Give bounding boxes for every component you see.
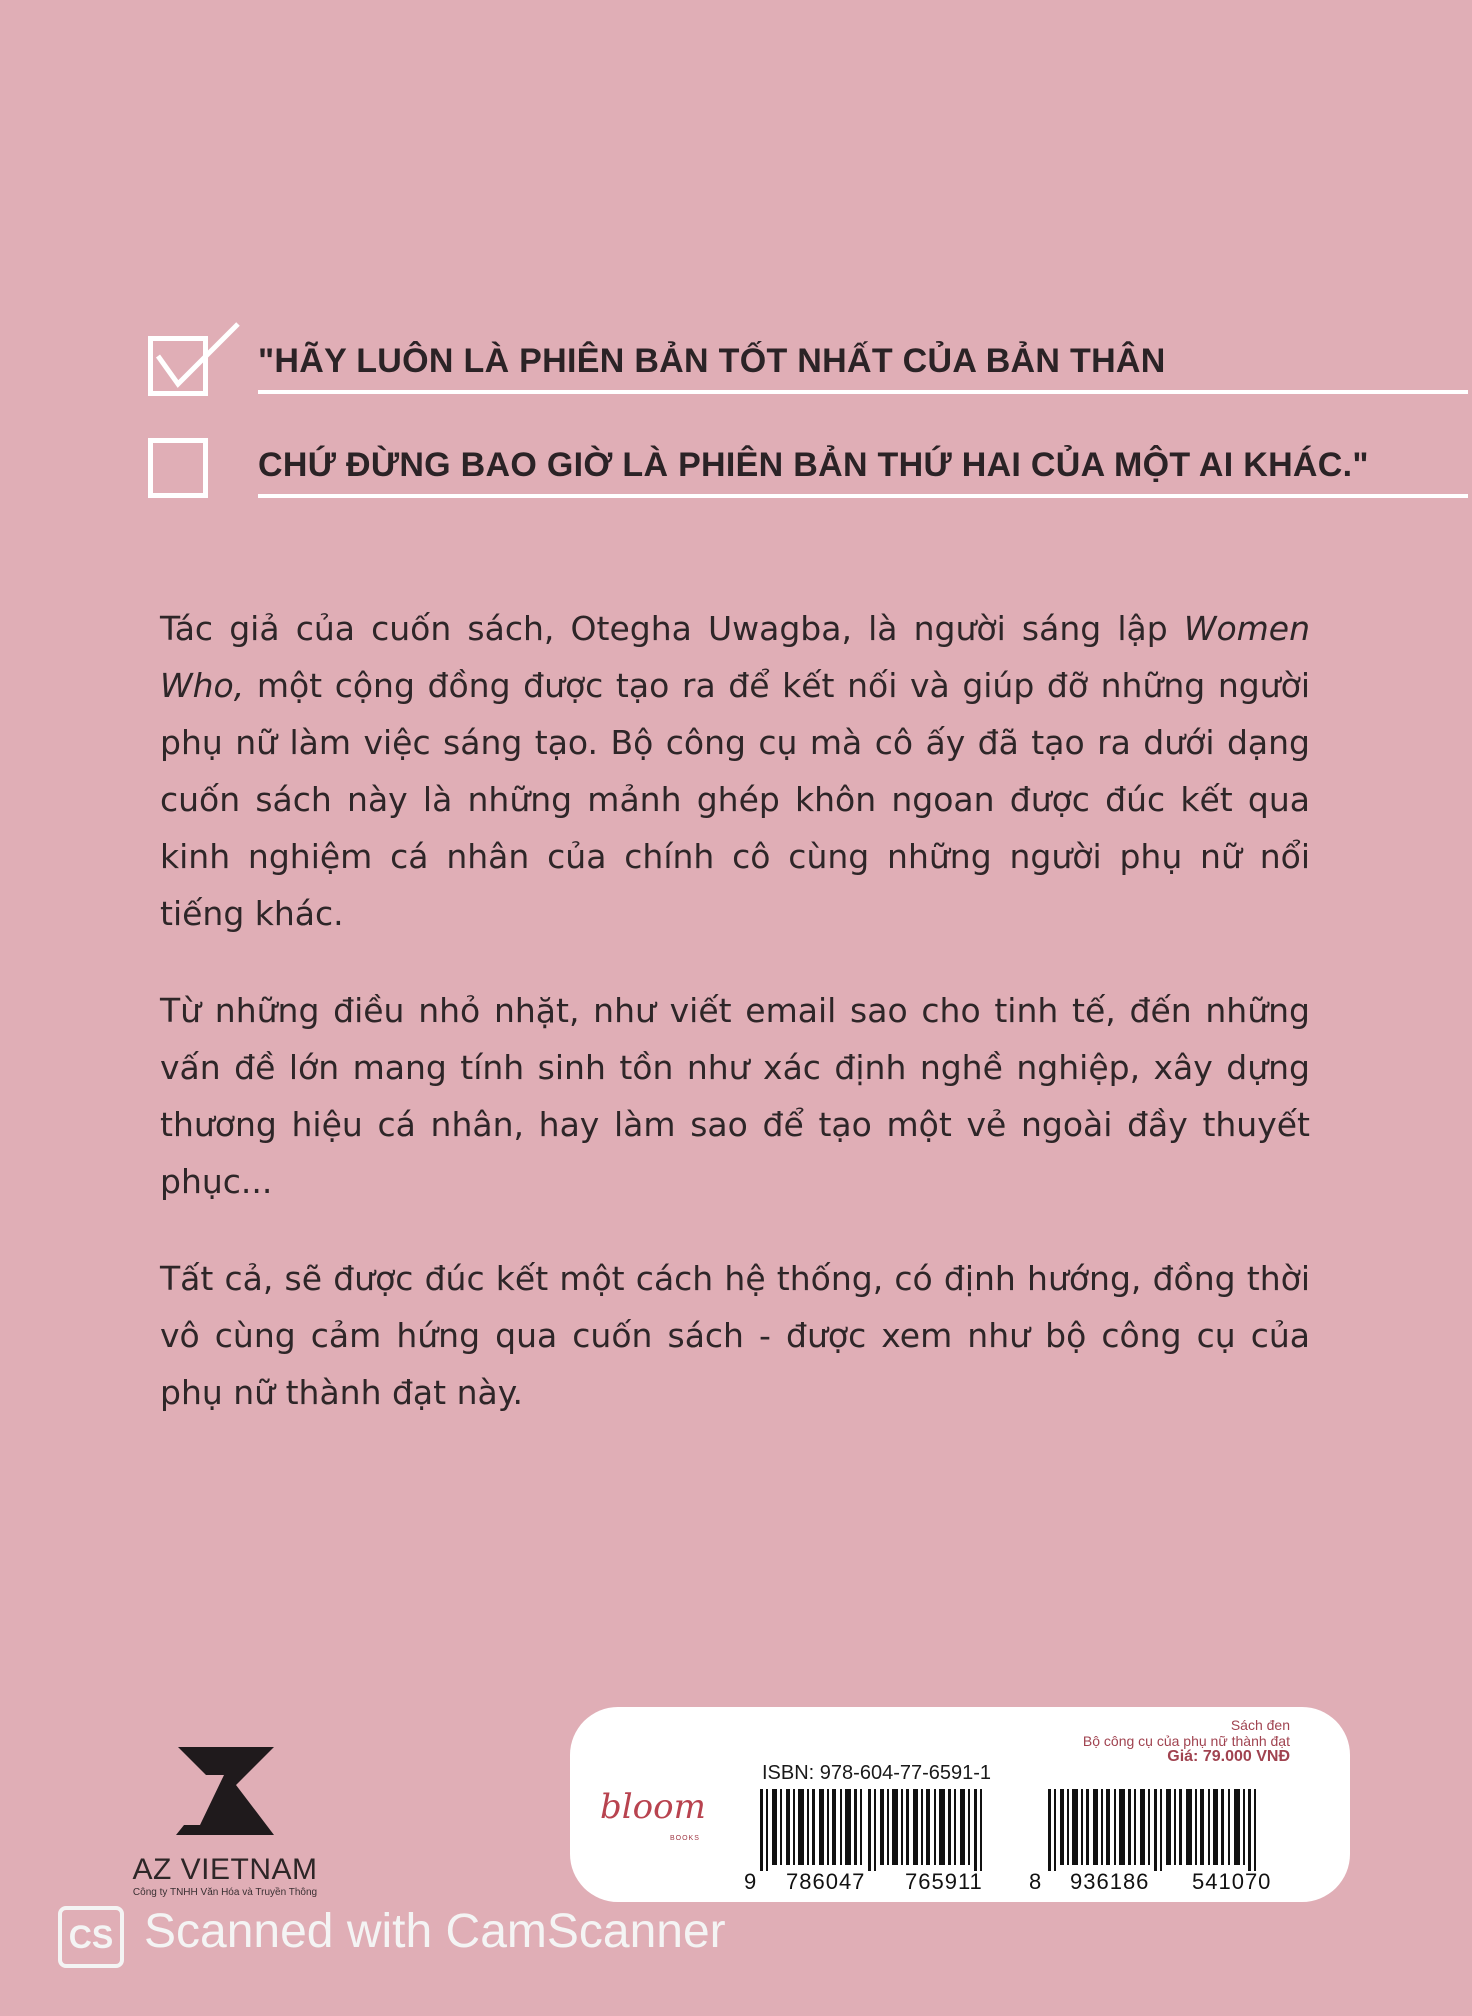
barcode2-prefix: 8 <box>1029 1869 1042 1894</box>
publisher-subtitle: Công ty TNHH Văn Hóa và Truyền Thông <box>132 1887 318 1898</box>
women-who-title: Women Who, <box>160 609 1310 705</box>
barcode1-group2: 765911 <box>905 1869 983 1894</box>
book-title-text: Bộ công cụ của phụ nữ thành đạt <box>1082 1733 1290 1749</box>
price-meta <box>1083 1717 1290 1765</box>
barcode1-group1: 786047 <box>786 1869 866 1894</box>
paragraph-1 <box>160 600 1310 942</box>
barcode2-group2: 541070 <box>1192 1869 1272 1894</box>
barcode1-prefix: 9 <box>744 1869 757 1894</box>
quote-line-2 <box>148 428 1369 508</box>
bloom-logo-sub: BOOKS <box>670 1835 700 1842</box>
publisher-name: AZ VIETNAM <box>132 1853 318 1886</box>
isbn-text: ISBN: 978-604-77-6591-1 <box>762 1762 992 1784</box>
checkmark-icon <box>148 318 248 408</box>
paragraph-3: Tất cả, sẽ được đúc kết một cách hệ thống, có định hướng, đồng thời vô cùng cảm hứng qua cuốn sách - được xem như bộ công cụ của phụ nữ thành đạt này. <box>160 1259 1310 1412</box>
quote-text-2: CHỨ ĐỪNG BAO GIỜ LÀ PHIÊN BẢN THỨ HAI CỦA MỘT AI KHÁC." <box>258 446 1369 484</box>
az-vietnam-logo <box>110 1745 340 1900</box>
paragraph-2: Từ những điều nhỏ nhặt, như viết email sao cho tinh tế, đến những vấn đề lớn mang tính sinh tồn như xác định nghề nghiệp, xây dựng thương hiệu cá nhân, hay làm sao để tạo một vẻ ngoài đầy thuyết phục... <box>160 991 1310 1201</box>
barcode2-group1: 936186 <box>1070 1869 1150 1894</box>
empty-checkbox <box>148 438 208 498</box>
price-text: Giá: 79.000 VNĐ <box>1167 1748 1290 1765</box>
bloom-logo: bloom <box>600 1787 706 1827</box>
camscanner-watermark: Scanned with CamScanner <box>144 1905 726 1958</box>
category-text: Sách đen <box>1230 1717 1290 1733</box>
price-barcode <box>1048 1789 1288 1871</box>
quote-line-1 <box>148 318 1320 398</box>
paragraph-1-intro: Tác giả của cuốn sách, Otegha Uwagba, là người sáng lập <box>160 609 1184 648</box>
camscanner-icon: CS <box>58 1906 124 1968</box>
isbn-barcode <box>760 1789 1010 1871</box>
underline-2 <box>258 494 1468 498</box>
underline-1 <box>258 390 1468 394</box>
paragraph-1-rest: một cộng đồng được tạo ra để kết nối và giúp đỡ những người phụ nữ làm việc sáng tạo. Bộ công cụ mà cô ấy đã tạo ra dưới dạng cuốn sách này là những mảnh ghép khôn ngoan được đúc kết qua kinh nghiệm cá nhân của chính cô cùng những người phụ nữ nổi tiếng khác. <box>160 666 1310 933</box>
quote-text-1: "HÃY LUÔN LÀ PHIÊN BẢN TỐT NHẤT CỦA BẢN THÂN <box>258 342 1166 380</box>
az-triangle-icon <box>166 1745 284 1837</box>
price-label <box>570 1707 1350 1902</box>
